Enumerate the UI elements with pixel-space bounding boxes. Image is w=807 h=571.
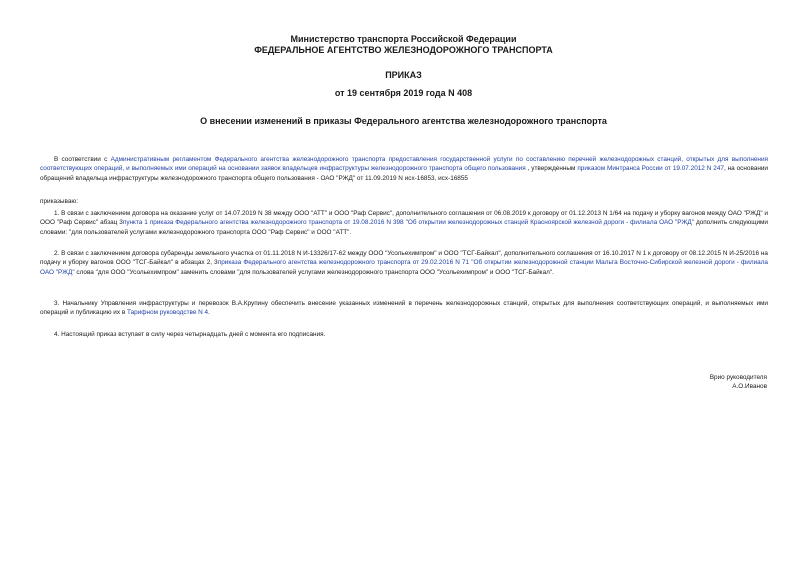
document-subject: О внесении изменений в приказы Федерального агентства железнодорожного транспорта [200, 116, 607, 126]
item3-text-1: 3. Начальнику Управления инфраструктуры и перевозок В.А.Крупину обеспечить внесение указанных изменений в перечень железнодорожных станций, открытых для выполнения соответствующих операций, и выполняемых ими операций и публикацию их в [40, 300, 768, 317]
item3-text-2: . [208, 309, 210, 317]
ministry-title: Министерство транспорта Российской Федерации [290, 34, 517, 44]
preamble-paragraph [40, 155, 768, 183]
link-administrative-regulation[interactable]: Административным регламентом Федерального агентства железнодорожного транспорта предоставления государственной услуги по составлению перечней железнодорожных станций, открытых для выполнения соответствующих операций, и выполняемых ими операций на основании заявок владельцев инфраструктуры железнодорожного транспорта общего пользования [40, 156, 768, 173]
link-order-398[interactable]: пункта 1 приказа Федерального агентства железнодорожного транспорта от 19.08.2016 N 398 "Об открытии железнодорожных станций Красноярской железной дороги - филиала ОАО "РЖД" [122, 219, 694, 227]
document-type: ПРИКАЗ [385, 70, 422, 80]
signatory-name: А.О.Иванов [732, 383, 767, 390]
order-item-4: 4. Настоящий приказ вступает в силу через четырнадцать дней с момента его подписания. [54, 331, 326, 338]
item2-text-2: слова "для ООО "Усольехимпром" заменить словами "для пользователей услугами железнодорожного транспорта ООО "Усольехимпром" и ООО "ТСГ-Байкал". [74, 268, 554, 276]
preamble-text-1: В соответствии с [54, 156, 111, 163]
document-date-number: от 19 сентября 2019 года N 408 [334, 88, 473, 98]
signatory-title: Врио руководителя [709, 374, 767, 381]
order-word: приказываю: [40, 198, 78, 205]
link-order-71[interactable]: приказа Федерального агентства железнодорожного транспорта от 29.02.2016 N 71 "Об открытии железнодорожной станции Мальта Восточно-Сибирской железной дороги - филиала ОАО "РЖД" [40, 259, 768, 276]
order-item-3 [40, 299, 768, 318]
item1-text-2: дополнить следующими словами: "для пользователей услугами железнодорожного транспорта ООО "Раф Сервис" и ООО "АТТ". [40, 219, 769, 236]
order-item-1 [40, 209, 768, 237]
agency-title: ФЕДЕРАЛЬНОЕ АГЕНТСТВО ЖЕЛЕЗНОДОРОЖНОГО ТРАНСПОРТА [254, 45, 553, 55]
preamble-text-2: , утвержденным [525, 165, 578, 173]
item2-text-1: 2. В связи с заключением договора субаренды земельного участка от 01.11.2018 N И-13326/17-62 между ООО "Усольехимпром" и ООО "ТСГ-Байкал", дополнительного соглашения от 16.10.2017 N 1 к договору от 08.12.2015 N И-25/2016 на подачу и уборку вагонов ООО "ТСГ-Байкал" в абзацах 2, 3 [40, 250, 768, 267]
preamble-text-3: , на основании обращений владельца инфраструктуры железнодорожного транспорта общего пользования - ОАО "РЖД" от 11.09.2019 N исх-16853, исх-16855 [40, 165, 768, 182]
item1-text-1: 1. В связи с заключением договора на оказание услуг от 14.07.2019 N 38 между ООО "АТТ" и ООО "Раф Сервис", дополнительного соглашения от 06.08.2019 к договору от 01.12.2013 N 1/64 на подачу и уборку вагонов между ОАО "РЖД" и ООО "Раф Сервис" абзац 3 [40, 210, 768, 227]
link-mintrans-order-247[interactable]: приказом Минтранса России от 19.07.2012 N 247 [577, 165, 724, 173]
link-tariff-guide-4[interactable]: Тарифном руководстве N 4 [127, 309, 209, 317]
order-item-2 [40, 249, 768, 277]
